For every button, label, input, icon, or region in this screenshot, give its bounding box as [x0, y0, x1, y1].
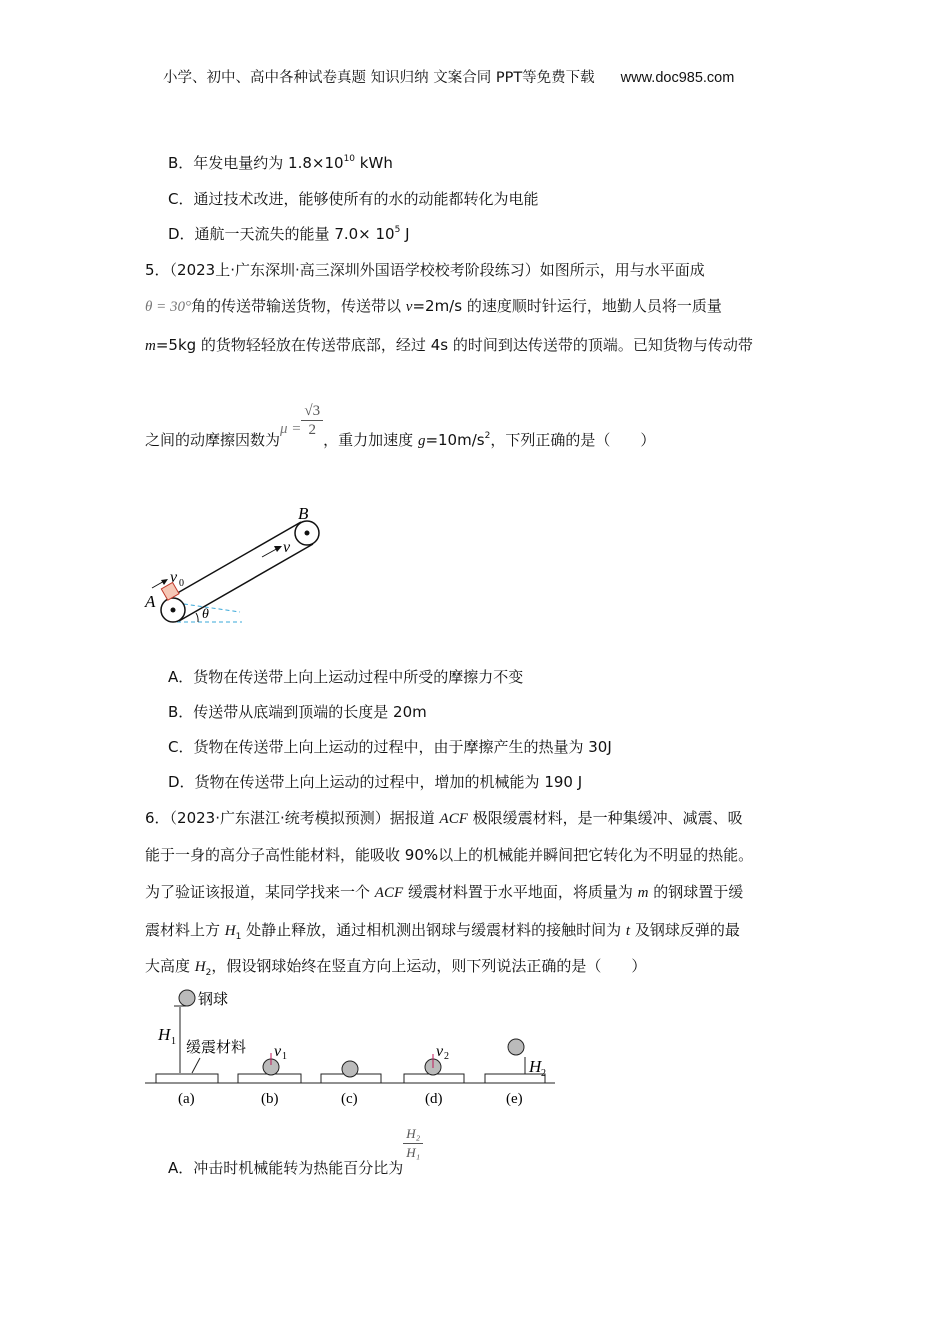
- label-b: (b): [261, 1091, 279, 1107]
- q5-option-c[interactable]: C．货物在传送带上向上运动的过程中，由于摩擦产生的热量为 30J: [168, 738, 612, 756]
- numerator: √3: [301, 402, 323, 421]
- text: 的钢球置于缓: [648, 883, 744, 901]
- v-arrow: [274, 546, 282, 552]
- subscript: 1: [282, 1051, 287, 1062]
- drop-test-figure: [140, 980, 570, 1110]
- label-e: (e): [506, 1091, 523, 1107]
- exponent: 10: [343, 154, 356, 164]
- var-h1: H: [224, 923, 236, 939]
- option-text: B．年发电量约为 1.8×10: [168, 154, 344, 172]
- label-v1: v: [274, 1043, 282, 1060]
- text: 缓震材料置于水平地面，将质量为: [403, 883, 638, 901]
- text: 处静止释放，通过相机测出钢球与缓震材料的接触时间为: [241, 921, 626, 939]
- label-h1: H: [158, 1025, 171, 1044]
- label-h2: H: [529, 1057, 542, 1076]
- acf-term: ACF: [374, 885, 404, 901]
- balls: [179, 990, 524, 1077]
- label-b: B: [298, 504, 309, 523]
- text: ，重力加速度: [323, 431, 418, 449]
- acf-term: ACF: [439, 811, 468, 827]
- text: 极限缓震材料，是一种集缓冲、减震、吸: [467, 809, 743, 827]
- text: =5kg 的货物轻轻放在传送带底部，经过 4s 的时间到达传送带的顶端。已知货物与传动带: [155, 336, 753, 354]
- option-text: A．冲击时机械能转为热能百分比为: [168, 1159, 404, 1177]
- q4-option-d[interactable]: [168, 224, 410, 244]
- q6-option-a[interactable]: [168, 1125, 423, 1177]
- header-url[interactable]: www.doc985.com: [620, 70, 735, 86]
- subscript: 2: [444, 1051, 449, 1062]
- q5-line4: [145, 398, 656, 449]
- q5-option-d[interactable]: D．货物在传送带上向上运动的过程中，增加的机械能为 190 J: [168, 773, 583, 791]
- label-a: A: [145, 592, 156, 611]
- q5-line1: 5．（2023上·广东深圳·高三深圳外国语学校校考阶段练习）如图所示，用与水平面成: [145, 261, 705, 279]
- var-h2: H: [194, 959, 206, 975]
- label-v2: v: [436, 1043, 444, 1060]
- theta-formula: θ = 30°: [145, 299, 191, 315]
- var-t: t: [625, 923, 631, 939]
- q6-line4: [145, 920, 740, 947]
- q4-option-b[interactable]: [168, 153, 393, 173]
- belt-top: [167, 522, 301, 599]
- text: 之间的动摩擦因数为: [145, 431, 281, 449]
- label-material: 缓震材料: [186, 1038, 247, 1056]
- q5-line2: [145, 296, 722, 317]
- text: =2m/s 的速度顺时针运行，地勤人员将一质量: [412, 297, 722, 315]
- var-m: m: [637, 885, 649, 901]
- label-theta: θ: [202, 607, 209, 622]
- subscript: 0: [179, 578, 184, 589]
- text: ，假设钢球始终在竖直方向上运动，则下列说法正确的是（ ）: [211, 957, 647, 975]
- denominator: 2: [308, 422, 317, 438]
- header-text: 小学、初中、高中各种试卷真题 知识归纳 文案合同 PPT等免费下载: [163, 70, 595, 86]
- q5-line3: [145, 335, 753, 356]
- text: 角的传送带输送货物，传送带以: [191, 297, 406, 315]
- option-text: D．通航一天流失的能量 7.0× 10: [168, 225, 395, 243]
- var-v: v: [405, 299, 413, 315]
- q6-line2: 能于一身的高分子高性能材料，能吸收 90%以上的机械能并瞬间把它转化为不明显的热能。: [145, 846, 754, 864]
- option-text: kWh: [355, 154, 393, 172]
- denominator: H₁: [406, 1145, 421, 1160]
- page-header: [163, 68, 734, 88]
- label-v: v: [283, 539, 291, 556]
- conveyor-figure: [140, 495, 340, 630]
- subscript: 1: [171, 1036, 176, 1047]
- text: 6．（2023·广东湛江·统考模拟预测）据报道: [145, 809, 440, 827]
- var-g: g: [417, 433, 426, 449]
- text: 大高度: [145, 957, 195, 975]
- h2-over-h1-fraction: [403, 1125, 423, 1162]
- text: ，下列正确的是（ ）: [490, 431, 656, 449]
- q5-option-a[interactable]: A．货物在传送带上向上运动过程中所受的摩擦力不变: [168, 668, 524, 686]
- label-ball: 钢球: [198, 990, 229, 1008]
- text: 及钢球反弹的最: [630, 921, 740, 939]
- text: 震材料上方: [145, 921, 225, 939]
- text: =10m/s: [425, 431, 485, 449]
- subscript: 1: [235, 932, 242, 942]
- var-m: m: [145, 338, 156, 354]
- q6-line1: [145, 808, 743, 829]
- subscript: 2: [205, 968, 212, 978]
- numerator: H₂: [403, 1125, 423, 1144]
- exponent: 5: [394, 225, 401, 235]
- subscript: 2: [541, 1068, 546, 1079]
- q6-line3: [145, 882, 743, 903]
- label-c: (c): [341, 1091, 358, 1107]
- text: 为了验证该报道，某同学找来一个: [145, 883, 375, 901]
- exponent: 2: [484, 431, 491, 441]
- mu-fraction: [301, 402, 323, 439]
- belt-bottom: [179, 544, 313, 621]
- q4-option-c[interactable]: C．通过技术改进，能够使所有的水的动能都转化为电能: [168, 190, 539, 208]
- label-a: (a): [178, 1091, 195, 1107]
- mu-symbol: μ =: [280, 421, 302, 437]
- q5-option-b[interactable]: B．传送带从底端到顶端的长度是 20m: [168, 703, 427, 721]
- label-d: (d): [425, 1091, 443, 1107]
- label-v0: v: [170, 569, 178, 586]
- option-text: J: [400, 225, 410, 243]
- q6-line5: [145, 956, 646, 983]
